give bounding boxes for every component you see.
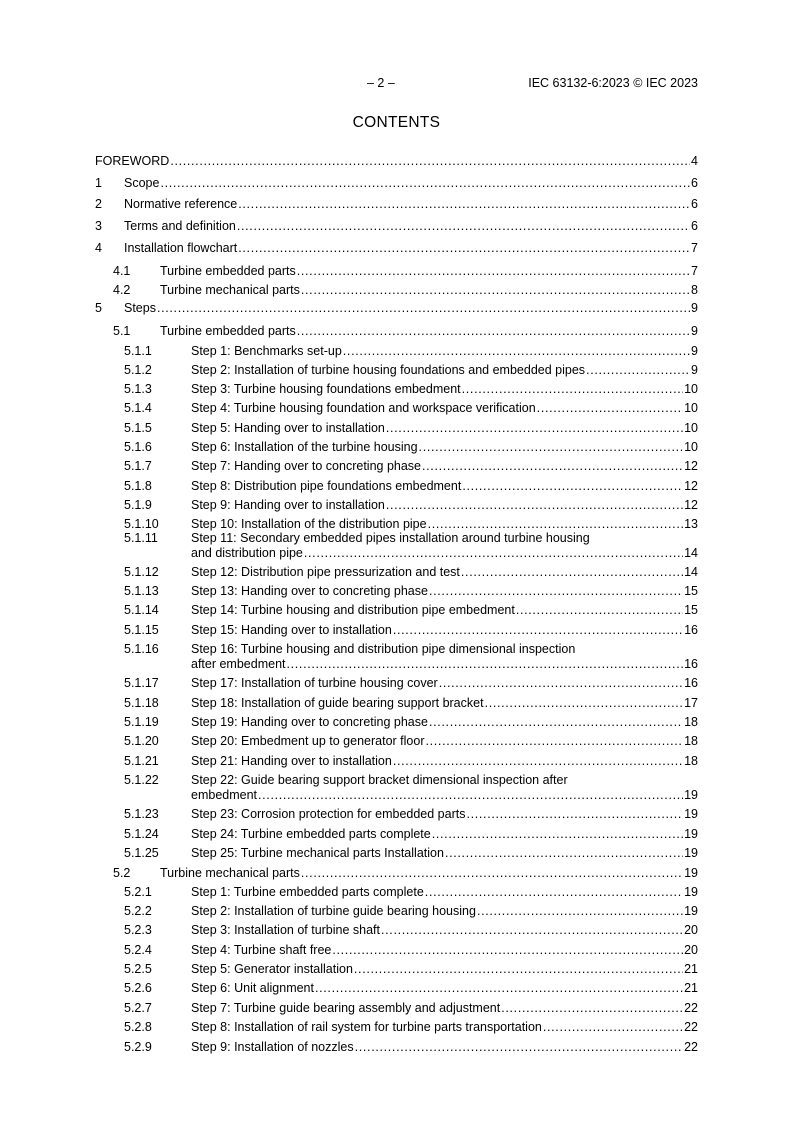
toc-entry-page: 18 <box>684 734 698 748</box>
toc-entry[interactable] <box>0 903 793 919</box>
toc-entry[interactable] <box>0 865 793 881</box>
toc-entry-number: 5.1.6 <box>124 440 152 454</box>
page-number: – 2 – <box>367 76 395 90</box>
toc-entry-title: Turbine mechanical parts <box>160 866 300 880</box>
toc-entry-title: Normative reference <box>124 197 238 211</box>
toc-entry[interactable] <box>0 583 793 599</box>
dot-leader <box>304 545 683 561</box>
toc-entry-title: Step 20: Embedment up to generator floor <box>191 734 425 748</box>
toc-entry-line <box>124 218 698 234</box>
toc-entry-page: 16 <box>684 623 698 637</box>
toc-entry[interactable] <box>0 263 793 279</box>
toc-entry-title-line1: Step 11: Secondary embedded pipes installation around turbine housing <box>191 531 590 545</box>
toc-entry-page: 6 <box>691 219 698 233</box>
toc-entry-number: 5 <box>95 301 102 315</box>
toc-entry-title: Step 3: Installation of turbine shaft <box>191 923 381 937</box>
toc-entry-number: 5.1.22 <box>124 773 159 787</box>
toc-entry-line <box>160 865 698 881</box>
dot-leader <box>393 753 683 769</box>
toc-entry[interactable] <box>0 362 793 378</box>
toc-entry-line <box>191 602 698 618</box>
toc-entry-page: 19 <box>684 788 698 802</box>
toc-entry-page: 21 <box>684 981 698 995</box>
toc-entry-title: Step 12: Distribution pipe pressurization and test <box>191 565 460 579</box>
toc-entry[interactable] <box>0 1000 793 1016</box>
toc-entry-title: Scope <box>124 176 160 190</box>
toc-entry-line <box>191 845 698 861</box>
toc-entry-number: 5.2.4 <box>124 943 152 957</box>
dot-leader <box>429 583 683 599</box>
toc-entry-title: Step 10: Installation of the distribution pipe <box>191 517 427 531</box>
toc-entry-number: 5.1.12 <box>124 565 159 579</box>
toc-entry-title: Step 6: Installation of the turbine housing <box>191 440 418 454</box>
toc-entry-title: Installation flowchart <box>124 241 238 255</box>
toc-entry-number: 3 <box>95 219 102 233</box>
toc-entry-page: 6 <box>691 197 698 211</box>
toc-entry-line <box>160 282 698 298</box>
toc-entry-number: 5.1.7 <box>124 459 152 473</box>
toc-entry-page: 8 <box>691 283 698 297</box>
toc-entry-line <box>191 458 698 474</box>
toc-entry-number: 5.2.2 <box>124 904 152 918</box>
toc-entry-page: 17 <box>684 696 698 710</box>
toc-entry-number: 5.1.21 <box>124 754 159 768</box>
toc-entry-number: 5.1.2 <box>124 363 152 377</box>
dot-leader <box>297 263 690 279</box>
toc-entry-line <box>191 961 698 977</box>
dot-leader <box>485 695 684 711</box>
document-reference: IEC 63132-6:2023 © IEC 2023 <box>528 76 698 90</box>
toc-entry-page: 22 <box>684 1020 698 1034</box>
toc-entry-line <box>191 439 698 455</box>
toc-entry-line <box>191 420 698 436</box>
toc-entry-number: 5.1.3 <box>124 382 152 396</box>
toc-entry-number: 2 <box>95 197 102 211</box>
toc-entry-number: 5.1.20 <box>124 734 159 748</box>
toc-entry-title: Step 6: Unit alignment <box>191 981 314 995</box>
dot-leader <box>393 622 683 638</box>
toc-entry-line <box>95 153 698 169</box>
toc-entry-title: Step 7: Handing over to concreting phase <box>191 459 422 473</box>
toc-entry[interactable] <box>0 602 793 618</box>
page-header <box>95 76 698 92</box>
toc-entry-title: Step 2: Installation of turbine housing foundations and embedded pipes <box>191 363 586 377</box>
toc-entry-title: Turbine embedded parts <box>160 324 296 338</box>
toc-entry-number: 5.2.1 <box>124 885 152 899</box>
toc-entry[interactable] <box>0 439 793 455</box>
toc-entry-number: 5.1.15 <box>124 623 159 637</box>
toc-entry-title: Step 9: Handing over to installation <box>191 498 385 512</box>
toc-entry[interactable] <box>0 622 793 638</box>
toc-entry-title: Step 18: Installation of guide bearing support bracket <box>191 696 484 710</box>
toc-entry-page: 12 <box>684 479 698 493</box>
toc-entry-number: 5.2.9 <box>124 1040 152 1054</box>
toc-entry-title: Step 14: Turbine housing and distribution pipe embedment <box>191 603 515 617</box>
toc-entry-number: 5.1.13 <box>124 584 159 598</box>
toc-entry-line <box>191 826 698 842</box>
toc-entry-line <box>191 753 698 769</box>
toc-entry-title: Step 1: Turbine embedded parts complete <box>191 885 424 899</box>
toc-entry-line <box>191 343 698 359</box>
dot-leader <box>462 381 683 397</box>
toc-entry-title: Step 5: Handing over to installation <box>191 421 385 435</box>
toc-entry-page: 19 <box>684 827 698 841</box>
toc-entry[interactable] <box>0 980 793 996</box>
toc-entry-line <box>124 196 698 212</box>
toc-entry-page: 6 <box>691 176 698 190</box>
toc-entry[interactable] <box>0 641 793 672</box>
toc-entry[interactable] <box>0 753 793 769</box>
toc-entry-page: 16 <box>684 657 698 671</box>
toc-entry-number: 5.1.14 <box>124 603 159 617</box>
toc-entry-number: 5.1 <box>113 324 131 338</box>
toc-entry-line <box>191 714 698 730</box>
toc-entry-number: 4.2 <box>113 283 131 297</box>
toc-entry[interactable] <box>0 196 793 212</box>
toc-entry[interactable] <box>0 240 793 256</box>
toc-entry-page: 13 <box>684 517 698 531</box>
toc-entry-number: 4.1 <box>113 264 131 278</box>
toc-entry-title: Step 2: Installation of turbine guide bearing housing <box>191 904 476 918</box>
toc-entry-page: 9 <box>691 324 698 338</box>
toc-entry-title: Step 3: Turbine housing foundations embedment <box>191 382 461 396</box>
toc-entry-title: Step 5: Generator installation <box>191 962 353 976</box>
toc-entry-title: Step 17: Installation of turbine housing cover <box>191 676 438 690</box>
toc-entry-number: 5.1.25 <box>124 846 159 860</box>
dot-leader <box>381 922 683 938</box>
toc-entry-title: Step 15: Handing over to installation <box>191 623 392 637</box>
toc-entry-line <box>191 1019 698 1035</box>
toc-entry-title: Step 25: Turbine mechanical parts Installation <box>191 846 444 860</box>
toc-entry-title: and distribution pipe <box>191 546 303 560</box>
dot-leader <box>419 439 684 455</box>
toc-entry-page: 21 <box>684 962 698 976</box>
dot-leader <box>343 343 690 359</box>
toc-entry-title: FOREWORD <box>95 154 170 168</box>
dot-leader <box>425 884 683 900</box>
toc-entry-number: 5.1.8 <box>124 479 152 493</box>
toc-entry-number: 5.1.1 <box>124 344 152 358</box>
toc-entry-line <box>160 263 698 279</box>
toc-entry[interactable] <box>0 153 793 169</box>
toc-entry-page: 12 <box>684 498 698 512</box>
toc-entry[interactable] <box>0 218 793 234</box>
toc-entry[interactable] <box>0 323 793 339</box>
toc-entry-title-line1: Step 22: Guide bearing support bracket dimensional inspection after <box>191 773 568 787</box>
toc-entry-title: Step 21: Handing over to installation <box>191 754 392 768</box>
toc-entry[interactable] <box>0 772 793 803</box>
contents-title: CONTENTS <box>352 114 441 131</box>
toc-entry-title: Step 8: Installation of rail system for turbine parts transportation <box>191 1020 542 1034</box>
toc-entry-number: 5.1.11 <box>124 531 158 545</box>
toc-entry-number: 5.2 <box>113 866 131 880</box>
toc-entry-page: 9 <box>691 301 698 315</box>
toc-entry-line <box>191 922 698 938</box>
toc-entry-line <box>191 400 698 416</box>
dot-leader <box>315 980 683 996</box>
toc-entry[interactable] <box>0 675 793 691</box>
dot-leader <box>516 602 683 618</box>
toc-entry-line <box>191 942 698 958</box>
toc-entry-page: 22 <box>684 1001 698 1015</box>
toc-entry-line <box>191 545 698 561</box>
toc-entry-line <box>124 300 698 316</box>
toc-entry[interactable] <box>0 733 793 749</box>
dot-leader <box>425 733 683 749</box>
toc-entry-title: Step 1: Benchmarks set-up <box>191 344 342 358</box>
toc-entry-number: 5.1.5 <box>124 421 152 435</box>
toc-entry-title: embedment <box>191 788 258 802</box>
toc-entry-page: 19 <box>684 904 698 918</box>
toc-entry-page: 19 <box>684 846 698 860</box>
toc-entry-page: 19 <box>684 866 698 880</box>
dot-leader <box>170 153 690 169</box>
toc-entry-page: 20 <box>684 923 698 937</box>
toc-entry-page: 7 <box>691 241 698 255</box>
toc-entry-page: 10 <box>684 440 698 454</box>
dot-leader <box>462 478 683 494</box>
toc-entry[interactable] <box>0 564 793 580</box>
toc-entry-page: 15 <box>684 603 698 617</box>
toc-entry-page: 9 <box>691 363 698 377</box>
toc-entry-title: Step 8: Distribution pipe foundations embedment <box>191 479 462 493</box>
toc-entry-title: Turbine mechanical parts <box>160 283 300 297</box>
toc-entry-number: 5.1.17 <box>124 676 159 690</box>
toc-entry-page: 16 <box>684 676 698 690</box>
toc-entry-line <box>191 675 698 691</box>
toc-entry-line <box>191 583 698 599</box>
toc-entry-page: 14 <box>684 565 698 579</box>
toc-entry[interactable] <box>0 530 793 561</box>
toc-entry-line <box>191 1039 698 1055</box>
toc-entry-line <box>191 478 698 494</box>
toc-entry-number: 4 <box>95 241 102 255</box>
toc-entry-title: Step 9: Installation of nozzles <box>191 1040 354 1054</box>
dot-leader <box>537 400 683 416</box>
toc-entry-page: 15 <box>684 584 698 598</box>
dot-leader <box>258 787 683 803</box>
toc-entry-number: 5.1.19 <box>124 715 159 729</box>
toc-entry-line <box>160 323 698 339</box>
toc-entry[interactable] <box>0 826 793 842</box>
dot-leader <box>477 903 683 919</box>
toc-entry[interactable] <box>0 942 793 958</box>
dot-leader <box>332 942 683 958</box>
toc-entry-number: 5.1.16 <box>124 642 159 656</box>
toc-entry-line <box>191 787 698 803</box>
toc-entry-number: 5.2.7 <box>124 1001 152 1015</box>
toc-entry-title: Step 7: Turbine guide bearing assembly and adjustment <box>191 1001 501 1015</box>
toc-entry[interactable] <box>0 458 793 474</box>
dot-leader <box>301 282 690 298</box>
toc-entry-page: 12 <box>684 459 698 473</box>
toc-entry[interactable] <box>0 961 793 977</box>
toc-entry[interactable] <box>0 300 793 316</box>
toc-entry-title: Step 24: Turbine embedded parts complete <box>191 827 431 841</box>
toc-entry-line <box>191 884 698 900</box>
dot-leader <box>355 1039 683 1055</box>
toc-entry-number: 5.2.3 <box>124 923 152 937</box>
toc-entry-line <box>191 806 698 822</box>
dot-leader <box>238 196 690 212</box>
dot-leader <box>586 362 690 378</box>
dot-leader <box>301 865 683 881</box>
toc-entry-page: 19 <box>684 807 698 821</box>
toc-entry-title: Step 23: Corrosion protection for embedded parts <box>191 807 466 821</box>
toc-entry[interactable] <box>0 343 793 359</box>
toc-entry[interactable] <box>0 478 793 494</box>
toc-entry-line <box>191 695 698 711</box>
toc-entry-title-line1: Step 16: Turbine housing and distribution pipe dimensional inspection <box>191 642 576 656</box>
dot-leader <box>386 420 683 436</box>
toc-entry-page: 19 <box>684 885 698 899</box>
toc-entry[interactable] <box>0 714 793 730</box>
dot-leader <box>439 675 683 691</box>
dot-leader <box>432 826 683 842</box>
toc-entry-number: 5.2.8 <box>124 1020 152 1034</box>
toc-entry-page: 10 <box>684 382 698 396</box>
dot-leader <box>429 714 683 730</box>
toc-entry[interactable] <box>0 282 793 298</box>
toc-entry-page: 7 <box>691 264 698 278</box>
toc-entry-number: 1 <box>95 176 102 190</box>
toc-entry-line <box>124 175 698 191</box>
toc-entry-page: 10 <box>684 401 698 415</box>
toc-entry-title: Step 4: Turbine shaft free <box>191 943 332 957</box>
toc-entry-line <box>191 564 698 580</box>
toc-entry-page: 18 <box>684 715 698 729</box>
toc-entry-title: Step 13: Handing over to concreting phase <box>191 584 428 598</box>
toc-entry-page: 14 <box>684 546 698 560</box>
toc-entry-line <box>191 980 698 996</box>
toc-entry-number: 5.1.18 <box>124 696 159 710</box>
toc-entry-line <box>191 903 698 919</box>
toc-entry-line <box>191 656 698 672</box>
toc-entry-line <box>191 622 698 638</box>
toc-entry[interactable] <box>0 175 793 191</box>
toc-entry-page: 10 <box>684 421 698 435</box>
dot-leader <box>461 564 683 580</box>
toc-entry-number: 5.2.6 <box>124 981 152 995</box>
toc-entry[interactable] <box>0 420 793 436</box>
dot-leader <box>354 961 683 977</box>
toc-entry-number: 5.1.23 <box>124 807 159 821</box>
toc-entry[interactable] <box>0 1019 793 1035</box>
toc-entry[interactable] <box>0 806 793 822</box>
toc-entry[interactable] <box>0 1039 793 1055</box>
toc-entry-line <box>191 362 698 378</box>
toc-entry-number: 5.1.10 <box>124 517 159 531</box>
toc-entry-page: 22 <box>684 1040 698 1054</box>
toc-entry-number: 5.1.24 <box>124 827 159 841</box>
toc-entry[interactable] <box>0 400 793 416</box>
toc-entry-page: 4 <box>691 154 698 168</box>
dot-leader <box>386 497 683 513</box>
dot-leader <box>445 845 683 861</box>
dot-leader <box>160 175 690 191</box>
toc-entry-number: 5.1.4 <box>124 401 152 415</box>
toc-entry-title: Step 19: Handing over to concreting phase <box>191 715 428 729</box>
toc-entry-line <box>191 497 698 513</box>
toc-entry[interactable] <box>0 884 793 900</box>
toc-entry[interactable] <box>0 497 793 513</box>
toc-entry[interactable] <box>0 381 793 397</box>
toc-entry-title: Terms and definition <box>124 219 236 233</box>
toc-entry-page: 18 <box>684 754 698 768</box>
toc-entry-number: 5.1.9 <box>124 498 152 512</box>
toc-entry-line <box>191 1000 698 1016</box>
toc-entry-line <box>191 381 698 397</box>
dot-leader <box>297 323 690 339</box>
toc-entry[interactable] <box>0 695 793 711</box>
toc-entry-title: Steps <box>124 301 156 315</box>
dot-leader <box>238 240 690 256</box>
toc-entry-line <box>124 240 698 256</box>
toc-entry-title: Turbine embedded parts <box>160 264 296 278</box>
dot-leader <box>466 806 683 822</box>
dot-leader <box>157 300 690 316</box>
toc-entry-page: 9 <box>691 344 698 358</box>
dot-leader <box>543 1019 683 1035</box>
dot-leader <box>422 458 683 474</box>
toc-entry[interactable] <box>0 845 793 861</box>
dot-leader <box>237 218 690 234</box>
dot-leader <box>287 656 684 672</box>
toc-entry-title: Step 4: Turbine housing foundation and workspace verification <box>191 401 536 415</box>
toc-entry-number: 5.2.5 <box>124 962 152 976</box>
toc-entry-page: 20 <box>684 943 698 957</box>
toc-entry-line <box>191 733 698 749</box>
toc-entry-title: after embedment <box>191 657 286 671</box>
dot-leader <box>501 1000 683 1016</box>
toc-entry[interactable] <box>0 922 793 938</box>
